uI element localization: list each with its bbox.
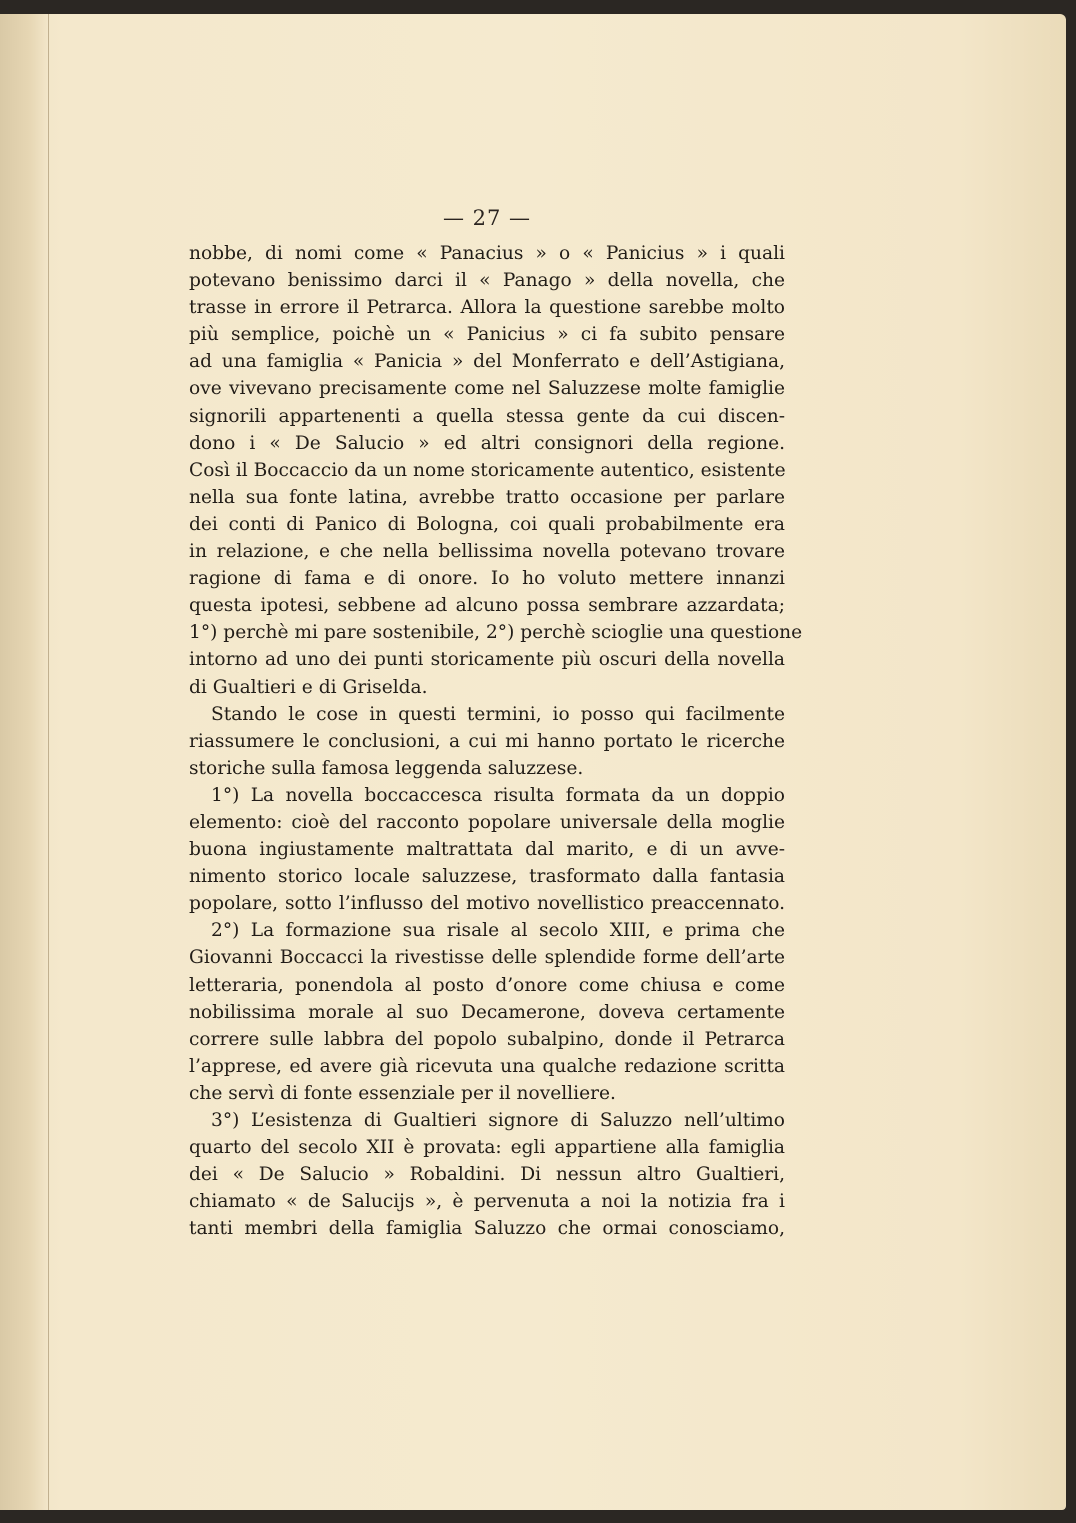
- text-line: questa ipotesi, sebbene ad alcuno possa sembrare azzardata;: [189, 595, 785, 617]
- text-line: dono i « De Salucio » ed altri consignori della regione.: [189, 432, 785, 454]
- text-line: nobilissima morale al suo Decamerone, doveva certamente: [189, 1001, 785, 1023]
- text-line: letteraria, ponendola al posto d’onore come chiusa e come: [189, 974, 785, 996]
- text-line: tanti membri della famiglia Saluzzo che ormai conosciamo,: [189, 1218, 785, 1240]
- text-line: correre sulle labbra del popolo subalpino, donde il Petrarca: [189, 1028, 785, 1050]
- page-number: — 27 —: [442, 206, 532, 230]
- text-line: nobbe, di nomi come « Panacius » o « Panicius » i quali: [189, 243, 785, 264]
- page-binding-edge: [0, 14, 49, 1510]
- text-line: elemento: cioè del racconto popolare universale della moglie: [189, 811, 785, 833]
- text-line: ad una famiglia « Panicia » del Monferrato e dell’Astigiana,: [189, 351, 785, 373]
- text-line: buona ingiustamente maltrattata dal marito, e di un avve-: [189, 839, 785, 861]
- text-line: riassumere le conclusioni, a cui mi hanno portato le ricerche: [189, 730, 785, 752]
- text-line: Giovanni Boccacci la rivestisse delle splendide forme dell’arte: [189, 947, 785, 969]
- text-line: signorili appartenenti a quella stessa gente da cui discen-: [189, 405, 785, 427]
- text-line: chiamato « de Salucijs », è pervenuta a noi la notizia fra i: [189, 1191, 785, 1213]
- text-line: nella sua fonte latina, avrebbe tratto occasione per parlare: [189, 486, 785, 508]
- text-line: quarto del secolo XII è provata: egli appartiene alla famiglia: [189, 1137, 785, 1159]
- text-line: che servì di fonte essenziale per il novelliere.: [189, 1082, 616, 1104]
- text-line: in relazione, e che nella bellissima novella potevano trovare: [189, 541, 785, 563]
- text-line: 1°) La novella boccaccesca risulta formata da un doppio: [211, 784, 785, 806]
- text-line: trasse in errore il Petrarca. Allora la questione sarebbe molto: [189, 297, 785, 319]
- text-line: l’apprese, ed avere già ricevuta una qualche redazione scritta: [189, 1055, 785, 1077]
- text-line: 3°) L’esistenza di Gualtieri signore di Saluzzo nell’ultimo: [211, 1110, 785, 1131]
- text-line: più semplice, poichè un « Panicius » ci fa subito pensare: [189, 324, 785, 346]
- text-line: storiche sulla famosa leggenda saluzzese.: [189, 757, 584, 779]
- text-line: di Gualtieri e di Griselda.: [189, 676, 428, 698]
- text-line: popolare, sotto l’influsso del motivo novellistico preaccennato.: [189, 893, 785, 915]
- text-line: potevano benissimo darci il « Panago » della novella, che: [189, 270, 785, 292]
- text-line: ragione di fama e di onore. Io ho voluto mettere innanzi: [189, 568, 785, 590]
- text-line: ove vivevano precisamente come nel Saluzzese molte famiglie: [189, 378, 785, 400]
- text-line: 2°) La formazione sua risale al secolo XIII, e prima che: [211, 920, 785, 942]
- text-line: nimento storico locale saluzzese, trasformato dalla fantasia: [189, 866, 785, 888]
- text-line: dei « De Salucio » Robaldini. Di nessun altro Gualtieri,: [189, 1164, 785, 1186]
- body-text: [189, 240, 803, 1242]
- text-line: Stando le cose in questi termini, io posso qui facilmente: [211, 703, 785, 725]
- text-line: 1°) perchè mi pare sostenibile, 2°) perchè scioglie una questione: [189, 622, 803, 644]
- text-line: dei conti di Panico di Bologna, coi quali probabilmente era: [189, 513, 785, 535]
- text-line: intorno ad uno dei punti storicamente più oscuri della novella: [189, 649, 785, 671]
- text-line: Così il Boccaccio da un nome storicamente autentico, esistente: [189, 459, 786, 481]
